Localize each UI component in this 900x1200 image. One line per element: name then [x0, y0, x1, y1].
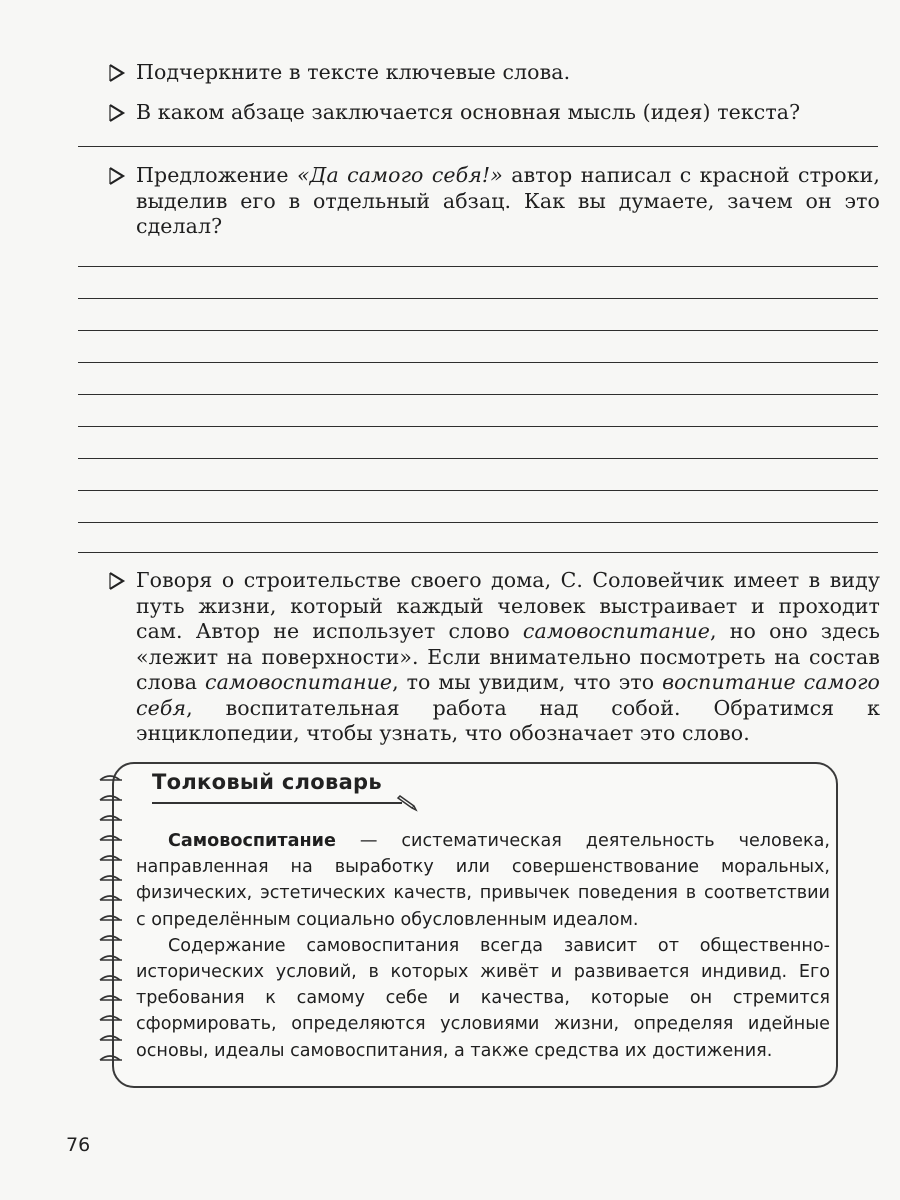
- dictionary-definition: Самовоспитание — систематическая деятельность человека, направленная на выработку или совершенствование моральных, физических, эстетических качеств, привычек поведения в соответствии с определённым социально обусловленным идеалом.: [136, 831, 830, 930]
- answer-line[interactable]: [78, 552, 878, 553]
- answer-line[interactable]: [78, 426, 878, 427]
- dictionary-title: Толковый словарь: [152, 770, 382, 794]
- answer-line[interactable]: [78, 266, 878, 267]
- question-underline-keywords: [108, 60, 880, 86]
- arrow-bullet-icon: [108, 103, 126, 123]
- question-red-line: [108, 163, 880, 240]
- question-text: В каком абзаце заключается основная мысль (идея) текста?: [136, 100, 801, 124]
- answer-line[interactable]: [78, 458, 878, 459]
- answer-line[interactable]: [78, 298, 878, 299]
- page-number: 76: [66, 1134, 91, 1156]
- paragraph-text: Говоря о строительстве своего дома, С. Соловейчик имеет в виду путь жизни, который каждый человек выстраивает и проходит сам. Автор не использует слово самовоспитание, но оно здесь «лежит на поверхности». Если внимательно посмотреть на состав слова самовоспитание, то мы увидим, что это воспитание самого себя, воспитательная работа над собой. Обратимся к энциклопедии, чтобы узнать, что обозначает это слово.: [136, 568, 880, 745]
- arrow-bullet-icon: [108, 166, 126, 186]
- answer-line[interactable]: [78, 146, 878, 147]
- answer-line[interactable]: [78, 394, 878, 395]
- question-text: Предложение «Да самого себя!» автор написал с красной строки, выделив его в отдельный абзац. Как вы думаете, зачем он это сделал?: [136, 163, 880, 238]
- dictionary-term: Самовоспитание: [168, 831, 336, 851]
- answer-line[interactable]: [78, 490, 878, 491]
- answer-line[interactable]: [78, 330, 878, 331]
- answer-line[interactable]: [78, 362, 878, 363]
- question-text: Подчеркните в тексте ключевые слова.: [136, 60, 571, 84]
- spiral-binding-icon: [96, 768, 136, 1088]
- title-underline: [152, 802, 402, 804]
- arrow-bullet-icon: [108, 571, 126, 591]
- dictionary-body: [136, 828, 830, 1064]
- pen-icon: [396, 794, 418, 812]
- quote-italic: «Да самого себя!»: [297, 163, 503, 187]
- dictionary-paragraph: Содержание самовоспитания всегда зависит от общественно-исторических условий, в которых живёт и развивается индивид. Его требования к самому себе и качества, которые он стремится сформировать, определяются условиями жизни, определяя идейные основы, идеалы самовоспитания, а также средства их достижения.: [136, 935, 830, 1061]
- arrow-bullet-icon: [108, 63, 126, 83]
- paragraph-self-education: [108, 568, 880, 747]
- question-main-idea: [108, 100, 880, 126]
- answer-line[interactable]: [78, 522, 878, 523]
